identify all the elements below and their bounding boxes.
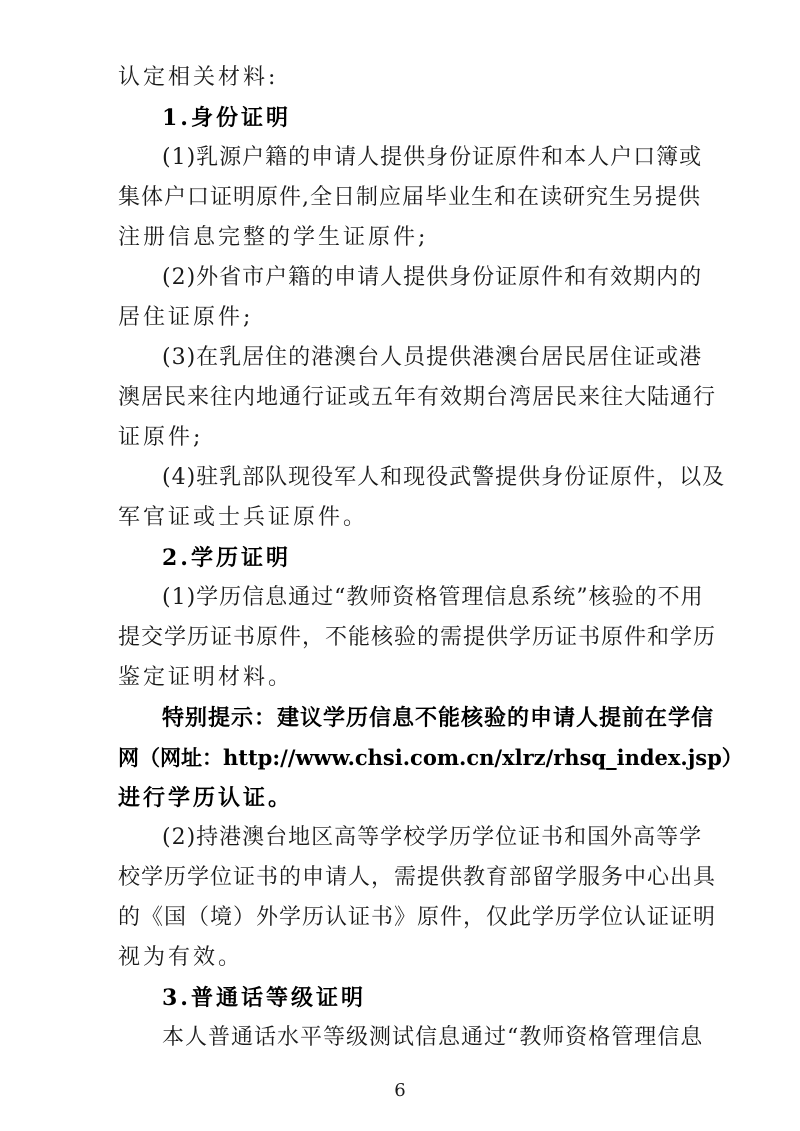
paragraph-line: 证原件;: [118, 425, 204, 450]
paragraph-line: 视为有效。: [118, 945, 244, 970]
intro-line: 认定相关材料:: [118, 65, 279, 90]
special-notice-url-line: 网（网址：http://www.chsi.com.cn/xlrz/rhsq_index.jsp）: [118, 745, 743, 770]
section-heading-mandarin: 3.普通话等级证明: [162, 985, 366, 1011]
paragraph-line: (4)驻乳部队现役军人和现役武警提供身份证原件，以及: [162, 465, 726, 490]
paragraph-line: 居住证原件;: [118, 305, 254, 330]
paragraph-line: (3)在乳居住的港澳台人员提供港澳台居民居住证或港: [162, 345, 703, 370]
paragraph-line: (1)学历信息通过“教师资格管理信息系统”核验的不用: [162, 585, 704, 610]
paragraph-line: 军官证或士兵证原件。: [118, 505, 369, 530]
paragraph-line: (1)乳源户籍的申请人提供身份证原件和本人户口簿或: [162, 145, 703, 170]
section-heading-identity: 1.身份证明: [162, 105, 291, 131]
paragraph-line: (2)外省市户籍的申请人提供身份证原件和有效期内的: [162, 265, 703, 290]
paragraph-line: 澳居民来往内地通行证或五年有效期台湾居民来往大陆通行: [118, 385, 717, 410]
paragraph-line: 的《国（境）外学历认证书》原件，仅此学历学位认证证明: [118, 905, 717, 930]
page-number: 6: [394, 1080, 406, 1101]
paragraph-line: 本人普通话水平等级测试信息通过“教师资格管理信息: [162, 1025, 704, 1050]
special-notice-line: 进行学历认证。: [118, 785, 294, 811]
paragraph-line: 提交学历证书原件，不能核验的需提供学历证书原件和学历: [118, 625, 717, 650]
paragraph-line: 注册信息完整的学生证原件;: [118, 225, 429, 250]
paragraph-line: (2)持港澳台地区高等学校学历学位证书和国外高等学: [162, 825, 703, 850]
paragraph-line: 校学历学位证书的申请人，需提供教育部留学服务中心出具: [118, 865, 717, 890]
paragraph-line: 鉴定证明材料。: [118, 665, 294, 690]
paragraph-line: 集体户口证明原件,全日制应届毕业生和在读研究生另提供: [118, 185, 701, 210]
section-heading-education: 2.学历证明: [162, 545, 291, 571]
special-notice-line: 特别提示：建议学历信息不能核验的申请人提前在学信: [162, 705, 715, 731]
